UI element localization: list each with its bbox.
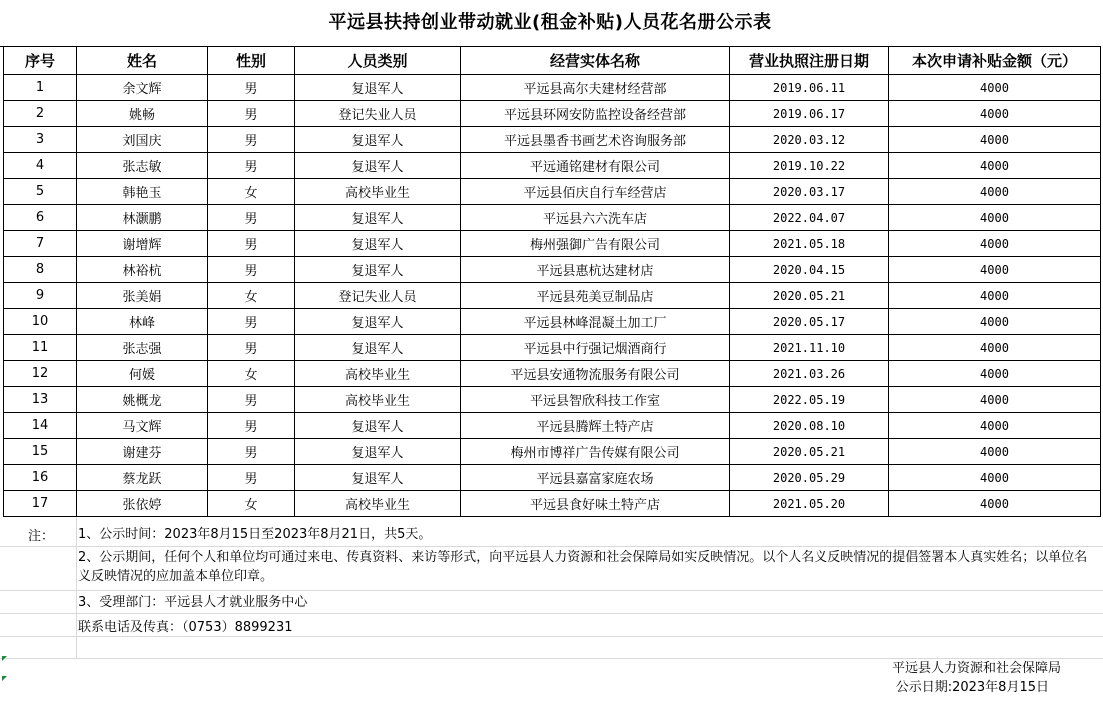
cell-category[interactable]: 登记失业人员: [295, 283, 461, 309]
cell-business[interactable]: 平远县环网安防监控设备经营部: [461, 101, 730, 127]
cell-gender[interactable]: 女: [208, 361, 295, 387]
table-row: [4, 153, 1101, 179]
cell-category[interactable]: 复退军人: [295, 127, 461, 153]
cell-amount[interactable]: 4000: [889, 439, 1101, 465]
cell-index[interactable]: 13: [4, 387, 77, 413]
cell-amount[interactable]: 4000: [889, 101, 1101, 127]
cell-name[interactable]: 刘国庆: [77, 127, 208, 153]
cell-business[interactable]: 平远县智欣科技工作室: [461, 387, 730, 413]
cell-gender[interactable]: 男: [208, 231, 295, 257]
cell-amount[interactable]: 4000: [889, 309, 1101, 335]
footer-date[interactable]: 公示日期:2023年8月15日: [895, 680, 1049, 695]
cell-gender[interactable]: 女: [208, 179, 295, 205]
cell-business[interactable]: 平远县嘉富家庭农场: [461, 465, 730, 491]
cell-amount[interactable]: 4000: [889, 257, 1101, 283]
table-row: [4, 205, 1101, 231]
cell-reg-date[interactable]: 2021.03.26: [730, 361, 889, 387]
cell-gender[interactable]: 男: [208, 153, 295, 179]
cell-name[interactable]: 张志敏: [77, 153, 208, 179]
cell-reg-date[interactable]: 2020.05.21: [730, 439, 889, 465]
cell-reg-date[interactable]: 2019.10.22: [730, 153, 889, 179]
cell-index[interactable]: 10: [4, 309, 77, 335]
cell-gender[interactable]: 男: [208, 439, 295, 465]
cell-amount[interactable]: 4000: [889, 127, 1101, 153]
table-row: [4, 335, 1101, 361]
cell-index[interactable]: 8: [4, 257, 77, 283]
cell-gender[interactable]: 男: [208, 205, 295, 231]
cell-name[interactable]: 张志强: [77, 335, 208, 361]
notes-section: [0, 518, 1103, 701]
cell-business[interactable]: 平远县腾辉土特产店: [461, 413, 730, 439]
note-contact[interactable]: 联系电话及传真：（0753）8899231: [78, 620, 293, 635]
cell-business[interactable]: 平远县苑美豆制品店: [461, 283, 730, 309]
notes-label[interactable]: 注：: [28, 529, 55, 544]
sheet-title[interactable]: 平远县扶持创业带动就业(租金补贴)人员花名册公示表: [0, 0, 1100, 47]
table-row: [4, 257, 1101, 283]
cell-reg-date[interactable]: 2021.11.10: [730, 335, 889, 361]
cell-comment-marker: [2, 676, 7, 681]
header-business[interactable]: 经营实体名称: [461, 47, 730, 75]
cell-category[interactable]: 复退军人: [295, 309, 461, 335]
cell-index[interactable]: 17: [4, 491, 77, 517]
table-row: [4, 179, 1101, 205]
cell-name[interactable]: 余文辉: [77, 75, 208, 101]
cell-amount[interactable]: 4000: [889, 491, 1101, 517]
cell-reg-date[interactable]: 2020.05.17: [730, 309, 889, 335]
cell-name[interactable]: 何媛: [77, 361, 208, 387]
cell-category[interactable]: 复退军人: [295, 335, 461, 361]
cell-index[interactable]: 9: [4, 283, 77, 309]
cell-gender[interactable]: 女: [208, 283, 295, 309]
cell-name[interactable]: 马文辉: [77, 413, 208, 439]
cell-business[interactable]: 平远县佰庆自行车经营店: [461, 179, 730, 205]
table-row: [4, 231, 1101, 257]
cell-gender[interactable]: 男: [208, 257, 295, 283]
cell-name[interactable]: 蔡龙跃: [77, 465, 208, 491]
note-department[interactable]: 3、受理部门：平远县人才就业服务中心: [78, 595, 308, 610]
header-row: [4, 47, 1101, 75]
cell-business[interactable]: 梅州市博祥广告传媒有限公司: [461, 439, 730, 465]
cell-gender[interactable]: 男: [208, 413, 295, 439]
table-row: [4, 413, 1101, 439]
table-row: [4, 361, 1101, 387]
header-index[interactable]: 序号: [4, 47, 77, 75]
cell-category[interactable]: 复退军人: [295, 205, 461, 231]
cell-category[interactable]: 高校毕业生: [295, 361, 461, 387]
table-row: [4, 309, 1101, 335]
cell-reg-date[interactable]: 2022.05.19: [730, 387, 889, 413]
row-divider: [0, 546, 1103, 547]
header-reg-date[interactable]: 营业执照注册日期: [730, 47, 889, 75]
table-row: [4, 491, 1101, 517]
cell-category[interactable]: 复退军人: [295, 153, 461, 179]
cell-name[interactable]: 姚概龙: [77, 387, 208, 413]
cell-index[interactable]: 6: [4, 205, 77, 231]
cell-gender[interactable]: 男: [208, 387, 295, 413]
cell-name[interactable]: 林裕杭: [77, 257, 208, 283]
cell-business[interactable]: 平远县惠杭达建材店: [461, 257, 730, 283]
cell-business[interactable]: 平远县高尔夫建材经营部: [461, 75, 730, 101]
cell-index[interactable]: 16: [4, 465, 77, 491]
cell-name[interactable]: 张依婷: [77, 491, 208, 517]
cell-business[interactable]: 平远县食好味土特产店: [461, 491, 730, 517]
header-category[interactable]: 人员类别: [295, 47, 461, 75]
cell-divider: [76, 518, 77, 658]
cell-reg-date[interactable]: 2020.05.21: [730, 283, 889, 309]
cell-gender[interactable]: 男: [208, 465, 295, 491]
cell-index[interactable]: 1: [4, 75, 77, 101]
roster-body: [4, 75, 1101, 517]
cell-gender[interactable]: 男: [208, 75, 295, 101]
cell-amount[interactable]: 4000: [889, 413, 1101, 439]
cell-category[interactable]: 登记失业人员: [295, 101, 461, 127]
cell-amount[interactable]: 4000: [889, 387, 1101, 413]
cell-business[interactable]: 梅州强御广告有限公司: [461, 231, 730, 257]
header-name[interactable]: 姓名: [77, 47, 208, 75]
cell-amount[interactable]: 4000: [889, 335, 1101, 361]
cell-name[interactable]: 谢建芬: [77, 439, 208, 465]
roster-table: [3, 46, 1101, 517]
cell-category[interactable]: 复退军人: [295, 231, 461, 257]
cell-amount[interactable]: 4000: [889, 153, 1101, 179]
cell-gender[interactable]: 男: [208, 127, 295, 153]
cell-amount[interactable]: 4000: [889, 231, 1101, 257]
row-divider: [0, 590, 1103, 591]
cell-reg-date[interactable]: 2021.05.20: [730, 491, 889, 517]
cell-amount[interactable]: 4000: [889, 75, 1101, 101]
cell-amount[interactable]: 4000: [889, 361, 1101, 387]
cell-reg-date[interactable]: 2020.05.29: [730, 465, 889, 491]
cell-name[interactable]: 姚畅: [77, 101, 208, 127]
cell-name[interactable]: 张美娟: [77, 283, 208, 309]
cell-category[interactable]: 复退军人: [295, 465, 461, 491]
cell-category[interactable]: 高校毕业生: [295, 491, 461, 517]
cell-amount[interactable]: 4000: [889, 179, 1101, 205]
cell-name[interactable]: 林峰: [77, 309, 208, 335]
cell-amount[interactable]: 4000: [889, 465, 1101, 491]
cell-name[interactable]: 林灏鹏: [77, 205, 208, 231]
cell-gender[interactable]: 男: [208, 335, 295, 361]
table-row: [4, 75, 1101, 101]
table-row: [4, 439, 1101, 465]
cell-amount[interactable]: 4000: [889, 283, 1101, 309]
cell-index[interactable]: 2: [4, 101, 77, 127]
table-row: [4, 465, 1101, 491]
cell-index[interactable]: 14: [4, 413, 77, 439]
cell-amount[interactable]: 4000: [889, 205, 1101, 231]
table-row: [4, 283, 1101, 309]
cell-business[interactable]: 平远县墨香书画艺术咨询服务部: [461, 127, 730, 153]
cell-reg-date[interactable]: 2020.03.12: [730, 127, 889, 153]
cell-name[interactable]: 谢增辉: [77, 231, 208, 257]
cell-category[interactable]: 复退军人: [295, 75, 461, 101]
cell-reg-date[interactable]: 2019.06.11: [730, 75, 889, 101]
header-amount[interactable]: 本次申请补贴金额（元）: [889, 47, 1101, 75]
cell-reg-date[interactable]: 2020.03.17: [730, 179, 889, 205]
cell-gender[interactable]: 男: [208, 309, 295, 335]
table-row: [4, 127, 1101, 153]
cell-business[interactable]: 平远通铭建材有限公司: [461, 153, 730, 179]
cell-category[interactable]: 复退军人: [295, 257, 461, 283]
cell-index[interactable]: 3: [4, 127, 77, 153]
row-divider: [0, 613, 1103, 614]
cell-index[interactable]: 4: [4, 153, 77, 179]
cell-category[interactable]: 高校毕业生: [295, 387, 461, 413]
cell-index[interactable]: 5: [4, 179, 77, 205]
cell-business[interactable]: 平远县中行强记烟酒商行: [461, 335, 730, 361]
cell-comment-marker: [2, 656, 7, 661]
note-feedback[interactable]: 2、公示期间，任何个人和单位均可通过来电、传真资料、来访等形式，向平远县人力资源和社会保障局如实反映情况。以个人名义反映情况的提倡签署本人真实姓名；以单位名义反映情况的应加盖本单位印章。: [78, 550, 1088, 584]
cell-index[interactable]: 12: [4, 361, 77, 387]
cell-index[interactable]: 15: [4, 439, 77, 465]
table-row: [4, 387, 1101, 413]
cell-reg-date[interactable]: 2022.04.07: [730, 205, 889, 231]
cell-index[interactable]: 7: [4, 231, 77, 257]
cell-reg-date[interactable]: 2020.04.15: [730, 257, 889, 283]
cell-category[interactable]: 复退军人: [295, 439, 461, 465]
footer-organization[interactable]: 平远县人力资源和社会保障局: [891, 661, 1061, 676]
cell-reg-date[interactable]: 2019.06.17: [730, 101, 889, 127]
cell-gender[interactable]: 女: [208, 491, 295, 517]
cell-gender[interactable]: 男: [208, 101, 295, 127]
cell-category[interactable]: 复退军人: [295, 413, 461, 439]
note-publicity-period[interactable]: 1、公示时间：2023年8月15日至2023年8月21日，共5天。: [78, 527, 432, 542]
cell-business[interactable]: 平远县安通物流服务有限公司: [461, 361, 730, 387]
cell-category[interactable]: 高校毕业生: [295, 179, 461, 205]
cell-reg-date[interactable]: 2021.05.18: [730, 231, 889, 257]
table-row: [4, 101, 1101, 127]
cell-name[interactable]: 韩艳玉: [77, 179, 208, 205]
cell-reg-date[interactable]: 2020.08.10: [730, 413, 889, 439]
cell-index[interactable]: 11: [4, 335, 77, 361]
header-gender[interactable]: 性别: [208, 47, 295, 75]
cell-business[interactable]: 平远县林峰混凝土加工厂: [461, 309, 730, 335]
cell-business[interactable]: 平远县六六洗车店: [461, 205, 730, 231]
